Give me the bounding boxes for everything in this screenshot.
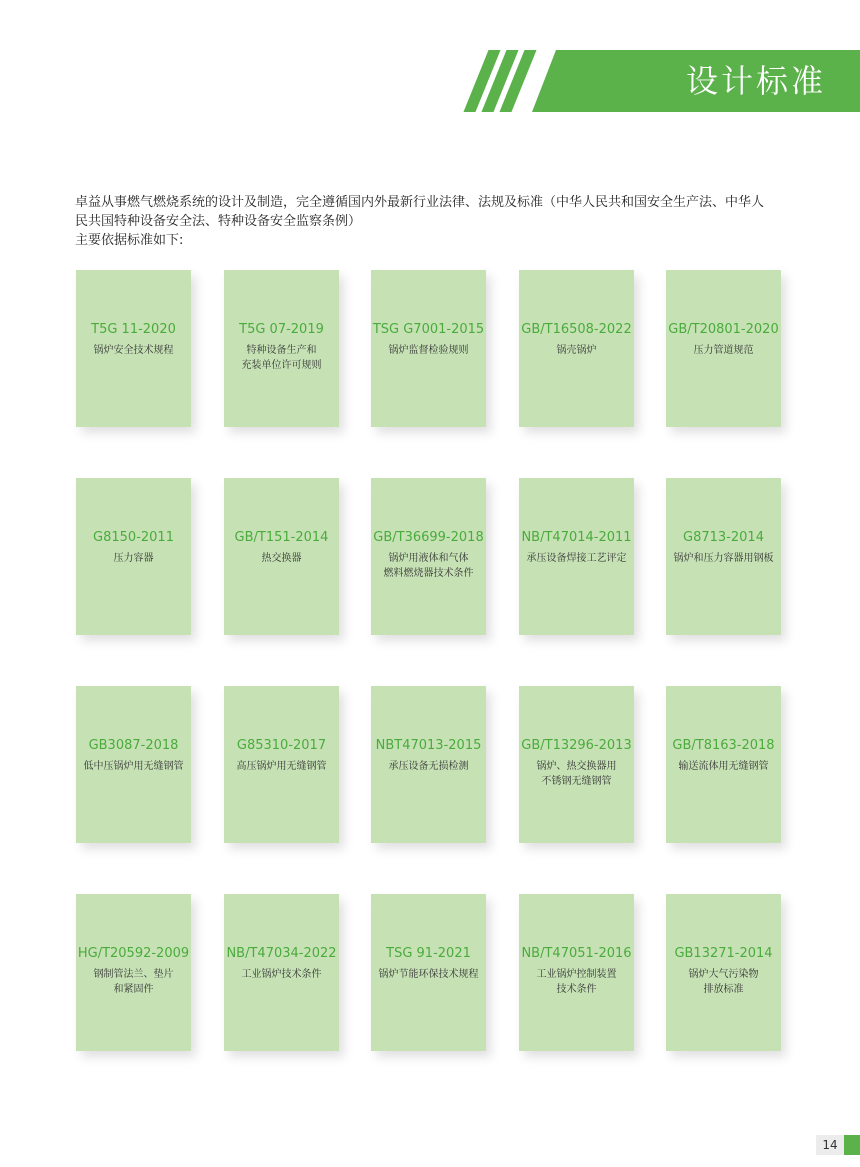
- standard-description: 低中压锅炉用无缝钢管: [83, 761, 184, 772]
- standard-code: T5G 11-2020: [91, 322, 176, 337]
- standard-code: G8713-2014: [683, 530, 764, 545]
- standard-card: [519, 894, 634, 1051]
- standard-card: [519, 686, 634, 843]
- standard-code: NB/T47051-2016: [521, 946, 632, 961]
- standard-card: [76, 478, 191, 635]
- standard-code: GB/T16508-2022: [521, 322, 632, 337]
- page-number-accent: [844, 1135, 860, 1155]
- standard-description: 高压锅炉用无缝钢管: [236, 761, 327, 772]
- standard-card: [519, 270, 634, 427]
- intro-line: 卓益从事燃气燃烧系统的设计及制造，完全遵循国内外最新行业法律、法规及标准（中华人民共和国安全生产法、中华人: [75, 195, 765, 210]
- standard-description: 锅炉用液体和气体 燃料燃烧器技术条件: [383, 553, 474, 579]
- standard-code: G85310-2017: [236, 738, 327, 753]
- standard-code: TSG 91-2021: [386, 946, 471, 961]
- standard-code: GB/T20801-2020: [668, 322, 779, 337]
- standard-card: [224, 478, 339, 635]
- intro-line: 民共国特种设备安全法、特种设备安全监察条例）: [75, 214, 362, 229]
- standard-description: 锅炉节能环保技术规程: [378, 969, 479, 980]
- standard-card: [371, 478, 486, 635]
- standard-code: GB/T151-2014: [234, 530, 329, 545]
- intro-text: [75, 193, 795, 250]
- standard-card: [371, 270, 486, 427]
- standard-card: [224, 686, 339, 843]
- standard-description: 承压设备无损检测: [388, 761, 469, 772]
- standard-code: TSG G7001-2015: [372, 322, 485, 337]
- standard-code: HG/T20592-2009: [77, 946, 190, 961]
- standard-card: [224, 894, 339, 1051]
- standard-description: 特种设备生产和 充装单位许可规则: [241, 345, 322, 371]
- standard-card: [666, 270, 781, 427]
- standard-card: [519, 478, 634, 635]
- standard-description: 钢制管法兰、垫片 和紧固件: [93, 969, 174, 995]
- standard-code: GB/T13296-2013: [521, 738, 632, 753]
- standard-description: 锅炉和压力容器用钢板: [673, 553, 774, 564]
- standard-code: NB/T47014-2011: [521, 530, 632, 545]
- standard-card: [76, 894, 191, 1051]
- page-number: 14: [816, 1135, 844, 1155]
- standard-code: NB/T47034-2022: [226, 946, 337, 961]
- standard-description: 工业锅炉控制装置 技术条件: [536, 969, 617, 995]
- standard-card: [666, 478, 781, 635]
- standard-code: GB/T36699-2018: [373, 530, 484, 545]
- standard-description: 压力容器: [113, 553, 154, 564]
- standard-description: 热交换器: [261, 553, 302, 564]
- standard-description: 锅壳锅炉: [556, 345, 597, 356]
- standard-description: 锅炉、热交换器用 不锈钢无缝钢管: [536, 761, 617, 787]
- standard-card: [371, 686, 486, 843]
- standard-description: 承压设备焊接工艺评定: [526, 553, 627, 564]
- standard-card: [371, 894, 486, 1051]
- standard-description: 工业锅炉技术条件: [241, 969, 322, 980]
- standard-code: T5G 07-2019: [239, 322, 324, 337]
- standard-card: [666, 894, 781, 1051]
- standard-description: 锅炉大气污染物 排放标准: [688, 969, 759, 995]
- standard-description: 锅炉监督检验规则: [388, 345, 469, 356]
- standard-card: [76, 686, 191, 843]
- standard-code: GB/T8163-2018: [672, 738, 775, 753]
- standard-description: 压力管道规范: [693, 345, 754, 356]
- standard-code: G8150-2011: [93, 530, 174, 545]
- page-header: [460, 50, 860, 112]
- standard-card: [76, 270, 191, 427]
- intro-line: 主要依据标准如下:: [75, 233, 184, 248]
- standard-code: NBT47013-2015: [375, 738, 482, 753]
- standard-card: [666, 686, 781, 843]
- standard-description: 锅炉安全技术规程: [93, 345, 174, 356]
- page-title: 设计标准: [685, 62, 826, 100]
- standard-description: 输送流体用无缝钢管: [678, 761, 769, 772]
- standard-code: GB13271-2014: [674, 946, 773, 961]
- standard-code: GB3087-2018: [88, 738, 179, 753]
- standard-card: [224, 270, 339, 427]
